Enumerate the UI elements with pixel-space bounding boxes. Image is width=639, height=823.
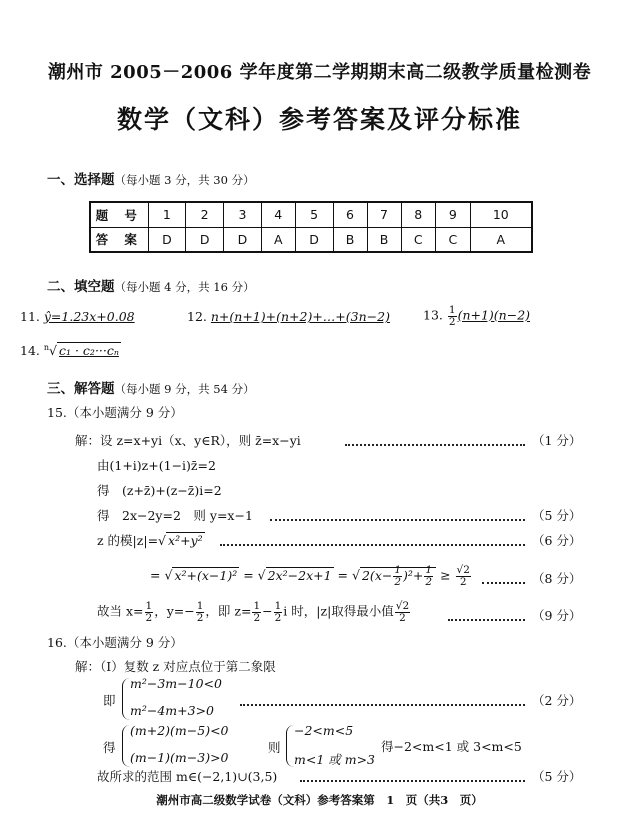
answer-cell: C bbox=[436, 227, 471, 252]
answer-13: 13. $\frac{1}{2}$ (n+1)(n−2) bbox=[423, 304, 531, 328]
answer-row bbox=[90, 227, 532, 252]
answer-cell: C bbox=[401, 227, 436, 252]
section-3-title: 三、解答题 bbox=[47, 381, 115, 397]
section-2-note: （每小题 4 分，共 16 分） bbox=[114, 280, 255, 294]
question-number-label: 题 号 bbox=[90, 202, 148, 227]
answer-cell: B bbox=[367, 227, 401, 252]
dot-leader bbox=[482, 582, 525, 584]
q16-ineq-1: m²−3m−10<0 bbox=[130, 676, 222, 691]
q15-header: 15.（本小题满分 9 分） bbox=[47, 405, 183, 420]
answer-12: 12. n+(n+1)+(n+2)+…+(3n−2) bbox=[187, 309, 390, 324]
dot-leader bbox=[220, 544, 525, 546]
question-number: 9 bbox=[436, 202, 471, 227]
q15-line-7: 故当 x= $\frac{1}{2}$ ，y=− $\frac{1}{2}$ ，即 z= $\frac{1}{2}$ − $\frac{1}{2}$ i 时，|z|取得最小值 $\frac{√2}{2}$ bbox=[97, 600, 410, 624]
document-subtitle: 数学（文科）参考答案及评分标准 bbox=[116, 105, 522, 134]
question-number: 10 bbox=[470, 202, 532, 227]
answer-label: 答 案 bbox=[90, 227, 148, 252]
section-1-title: 一、选择题 bbox=[47, 172, 115, 188]
q15-line-6: = √ x²+(x−1)² = √ 2x²−2x+1 = √ 2(x− $\frac{1}{2}$ )²+ $\frac{1}{2}$ ≥ $\frac{√2}{2}$ bbox=[150, 564, 470, 588]
document-title: 潮州市 2005－2006 学年度第二学期期末高二级教学质量检测卷 bbox=[47, 62, 592, 83]
question-number-row bbox=[90, 202, 532, 227]
answer-cell: D bbox=[295, 227, 333, 252]
q15-score-1: （1 分） bbox=[532, 433, 582, 448]
question-number: 7 bbox=[367, 202, 401, 227]
section-3-note: （每小题 9 分，共 54 分） bbox=[114, 382, 255, 396]
q16-factored-1: (m+2)(m−5)<0 bbox=[130, 723, 229, 738]
q16-factored-2: (m−1)(m−3)>0 bbox=[130, 750, 229, 765]
dot-leader bbox=[240, 704, 525, 706]
q15-score-4: （8 分） bbox=[532, 571, 582, 586]
answer-14: 14. $^n$√ c₁ · c₂···cₙ bbox=[20, 343, 119, 359]
q16-result: 得−2<m<1 或 3<m<5 bbox=[381, 739, 522, 754]
q16-score-2: （5 分） bbox=[532, 769, 582, 784]
question-number: 8 bbox=[401, 202, 436, 227]
answer-cell: B bbox=[333, 227, 367, 252]
q15-line-2: 由(1+i)z+(1−i)z̄=2 bbox=[97, 458, 216, 473]
q16-line-1: 解：（Ⅰ）复数 z 对应点位于第二象限 bbox=[75, 659, 276, 674]
question-number: 5 bbox=[295, 202, 333, 227]
q16-ineq-2: m²−4m+3>0 bbox=[130, 703, 214, 718]
dot-leader bbox=[270, 519, 525, 521]
question-number: 3 bbox=[224, 202, 262, 227]
question-number: 1 bbox=[148, 202, 186, 227]
left-brace bbox=[122, 725, 130, 767]
q15-line-3: 得 (z+z̄)+(z−z̄)i=2 bbox=[97, 483, 222, 498]
left-brace bbox=[122, 678, 130, 720]
q15-score-5: （9 分） bbox=[532, 608, 582, 623]
answer-11: 11. ŷ=1.23x+0.08 bbox=[20, 309, 135, 324]
section-2-title: 二、填空题 bbox=[47, 279, 115, 295]
answer-cell: D bbox=[148, 227, 186, 252]
q15-line-4: 得 2x−2y=2 则 y=x−1 bbox=[97, 508, 253, 523]
q16-line-4: 故所求的范围 m∈(−2,1)∪(3,5) bbox=[97, 769, 278, 784]
question-number: 2 bbox=[186, 202, 224, 227]
q15-score-3: （6 分） bbox=[532, 533, 582, 548]
answer-table bbox=[89, 201, 533, 253]
q15-line-5: z 的模|z|=√ x²+y² bbox=[97, 533, 203, 548]
q16-score-1: （2 分） bbox=[532, 693, 582, 708]
q16-range-2: m<1 或 m>3 bbox=[294, 752, 376, 767]
q16-label-de: 得 bbox=[103, 740, 116, 755]
q16-range-1: −2<m<5 bbox=[294, 723, 354, 738]
section-3-heading bbox=[47, 377, 255, 397]
left-brace bbox=[286, 725, 294, 767]
answer-cell: D bbox=[186, 227, 224, 252]
q15-line-1: 解：设 z=x+yi（x、y∈R），则 z̄=x−yi bbox=[75, 433, 301, 448]
q16-label-ji: 即 bbox=[103, 693, 116, 708]
q16-header: 16.（本小题满分 9 分） bbox=[47, 635, 183, 650]
dot-leader bbox=[345, 444, 525, 446]
dot-leader bbox=[448, 619, 525, 621]
section-1-heading bbox=[47, 168, 255, 188]
dot-leader bbox=[300, 780, 525, 782]
answer-cell: A bbox=[470, 227, 532, 252]
answer-cell: A bbox=[261, 227, 295, 252]
q16-then: 则 bbox=[268, 740, 281, 755]
section-2-heading bbox=[47, 275, 255, 295]
question-number: 6 bbox=[333, 202, 367, 227]
answer-cell: D bbox=[224, 227, 262, 252]
page-footer: 潮州市高二级数学试卷（文科）参考答案第 1 页（共3 页） bbox=[156, 793, 483, 807]
question-number: 4 bbox=[261, 202, 295, 227]
section-1-note: （每小题 3 分，共 30 分） bbox=[114, 173, 255, 187]
q15-score-2: （5 分） bbox=[532, 508, 582, 523]
